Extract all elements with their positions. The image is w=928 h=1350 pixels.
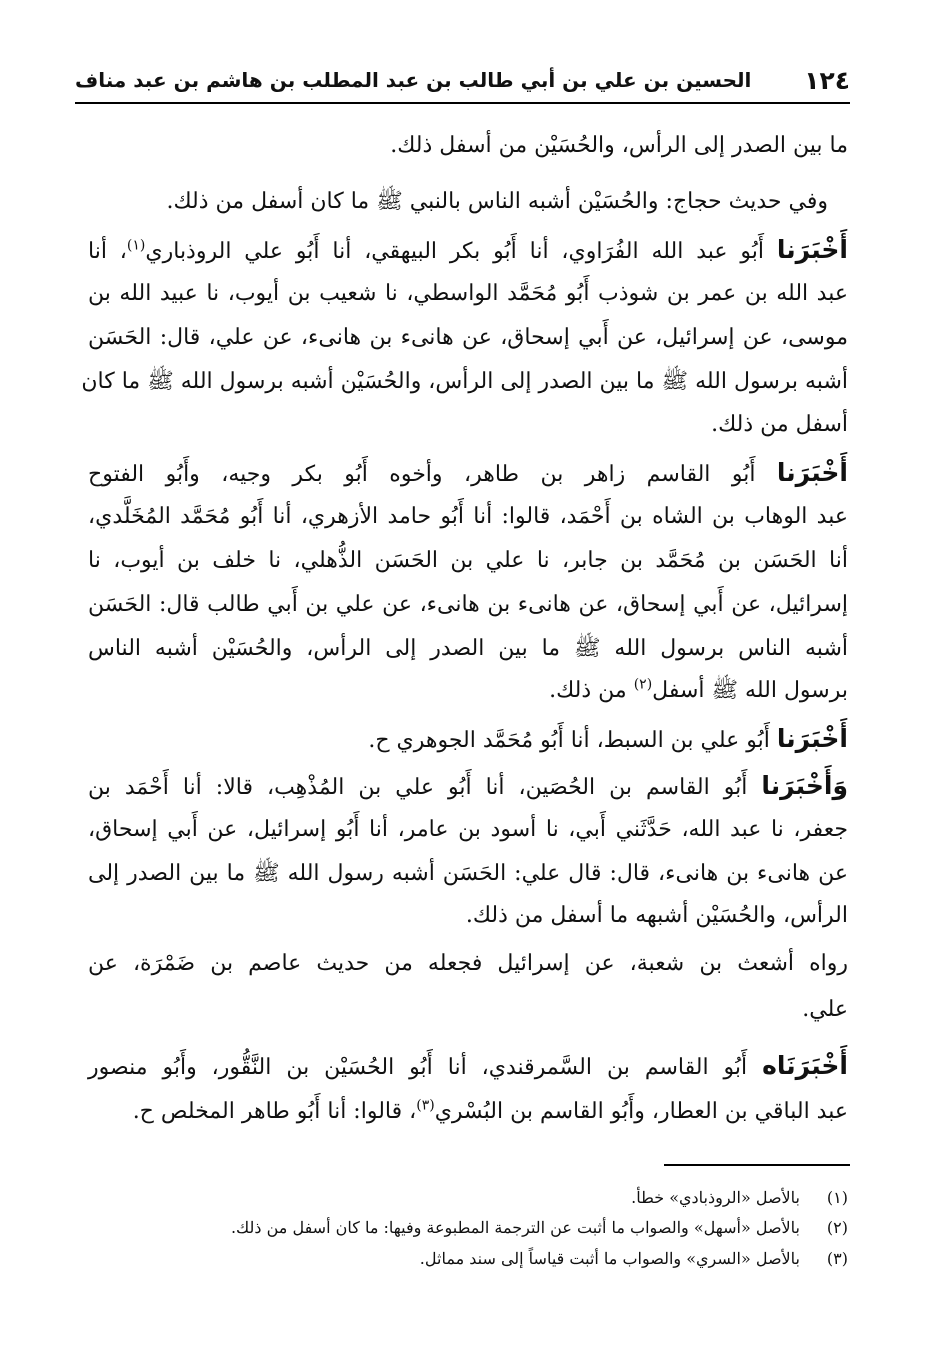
page-header bbox=[75, 60, 850, 100]
footnote-mark: (١) bbox=[826, 1188, 848, 1207]
narration-keyword: أَخْبَرَنا bbox=[776, 458, 848, 487]
text-line-7: أسفل من ذلك. bbox=[711, 412, 848, 437]
footnote-ref-3: (٣) bbox=[416, 1097, 435, 1114]
narration-keyword: وَأَخْبَرَنا bbox=[761, 771, 848, 800]
footnote-2 bbox=[88, 1214, 848, 1242]
footnote-text: بالأصل «أسهل» والصواب ما أثبت عن الترجمة المطبوعة وفيها: ما كان أسفل من ذلك. bbox=[230, 1218, 800, 1237]
header-rule bbox=[75, 102, 850, 104]
text-line-8: أَخْبَرَنا أَبُو القاسم زاهر بن طاهر، وأخوه أَبُو بكر وجيه، وأَبُو الفتوح bbox=[88, 458, 848, 487]
text-line-18: الرأس، والحُسَيْن أشبهه ما أسفل من ذلك. bbox=[465, 903, 848, 928]
footnote-ref-1: (١) bbox=[126, 237, 146, 254]
text-line-15: وَأَخْبَرَنا أَبُو القاسم بن الحُصَين، أنا أَبُو علي بن المُذْهِب، قالا: أنا أَحْمَد بن bbox=[88, 771, 848, 800]
narration-keyword: أَخْبَرَنا bbox=[776, 724, 848, 753]
footnote-text: بالأصل «الروذبادي» خطأ. bbox=[631, 1188, 800, 1207]
text-line-19: رواه أشعث بن شعبة، عن إسرائيل فجعله من حديث عاصم بن ضَمْرَة، عن bbox=[88, 951, 848, 976]
footnote-1 bbox=[88, 1184, 848, 1212]
text-line-17: عن هانىء بن هانىء، قال: قال علي: الحَسَن أشبه رسول الله ﷺ ما بين الصدر إلى bbox=[88, 861, 848, 886]
text-line-3: أَخْبَرَنا أَبُو عبد الله الفُرَاوي، أنا أَبُو بكر البيهقي، أنا أَبُو علي الروذباري$^{(١)}$، أنا bbox=[88, 235, 848, 264]
text-line-16: جعفر، نا عبد الله، حَدَّثَني أَبي، نا أسود بن عامر، أنا أَبُو إسرائيل، عن أَبي إسحاق، bbox=[88, 817, 848, 842]
footnote-mark: (٣) bbox=[826, 1249, 848, 1268]
page-number: ١٢٤ bbox=[804, 65, 850, 95]
narration-keyword: أَخْبَرَنا bbox=[776, 235, 848, 264]
text-line-10: أنا الحَسَن بن مُحَمَّد بن جابر، نا علي بن الحَسَن الذُّهلي، نا خلف بن أيوب، نا bbox=[88, 548, 848, 573]
text-line-12: أشبه الناس برسول الله ﷺ ما بين الصدر إلى الرأس، والحُسَيْن أشبه الناس bbox=[88, 636, 848, 661]
text-line-6: أشبه برسول الله ﷺ ما بين الصدر إلى الرأس، والحُسَيْن أشبه برسول الله ﷺ ما كان bbox=[81, 369, 848, 394]
text-line-13: برسول الله ﷺ أسفل$^{(٢)}$ من ذلك. bbox=[549, 676, 848, 703]
text-line-5: موسى، عن إسرائيل، عن أَبي إسحاق، عن هانىء بن هانىء، عن علي، قال: الحَسَن bbox=[88, 325, 848, 350]
text-line-2: وفي حديث حجاج: والحُسَيْن أشبه الناس بالنبي ﷺ ما كان أسفل من ذلك. bbox=[166, 189, 828, 214]
text-line-9: عبد الوهاب بن الشاه بن أَحْمَد، قالوا: أنا أَبُو حامد الأزهري، أنا أَبُو مُحَمَّد المُخَلَّدي، bbox=[88, 504, 848, 529]
running-title: الحسين بن علي بن أبي طالب بن عبد المطلب بن هاشم بن عبد مناف bbox=[75, 68, 752, 92]
footnote-ref-2: (٢) bbox=[633, 676, 653, 693]
text-line-21: أَخْبَرَنَاه أَبُو القاسم بن السَّمرقندي، أنا أَبُو الحُسَيْن بن النَّقُّور، وأَبُو منصور bbox=[88, 1051, 848, 1080]
footnote-rule bbox=[664, 1164, 850, 1166]
text-line-20: علي. bbox=[802, 997, 848, 1022]
text-line-11: إسرائيل، عن أَبي إسحاق، عن هانىء بن هانىء، عن علي بن أَبي طالب قال: الحَسَن bbox=[88, 592, 848, 617]
text-line-14: أَخْبَرَنا أَبُو علي بن السبط، أنا أَبُو مُحَمَّد الجوهري ح. bbox=[368, 724, 848, 753]
text-line-22: عبد الباقي بن العطار، وأَبُو القاسم بن البُسْري$^{(٣)}$، قالوا: أنا أَبُو طاهر المخلص ح. bbox=[132, 1097, 848, 1124]
text-line-4: عبد الله بن عمر بن شوذب أَبُو مُحَمَّد الواسطي، نا شعيب بن أيوب، نا عبيد الله بن bbox=[88, 281, 848, 306]
narration-keyword: أَخْبَرَنَاه bbox=[762, 1051, 848, 1080]
footnote-text: بالأصل «السري» والصواب ما أثبت قياساً إلى سند مماثل. bbox=[419, 1249, 800, 1268]
footnote-3 bbox=[88, 1245, 848, 1273]
text-line-1: ما بين الصدر إلى الرأس، والحُسَيْن من أسفل ذلك. bbox=[390, 133, 848, 158]
footnote-mark: (٢) bbox=[826, 1218, 848, 1237]
